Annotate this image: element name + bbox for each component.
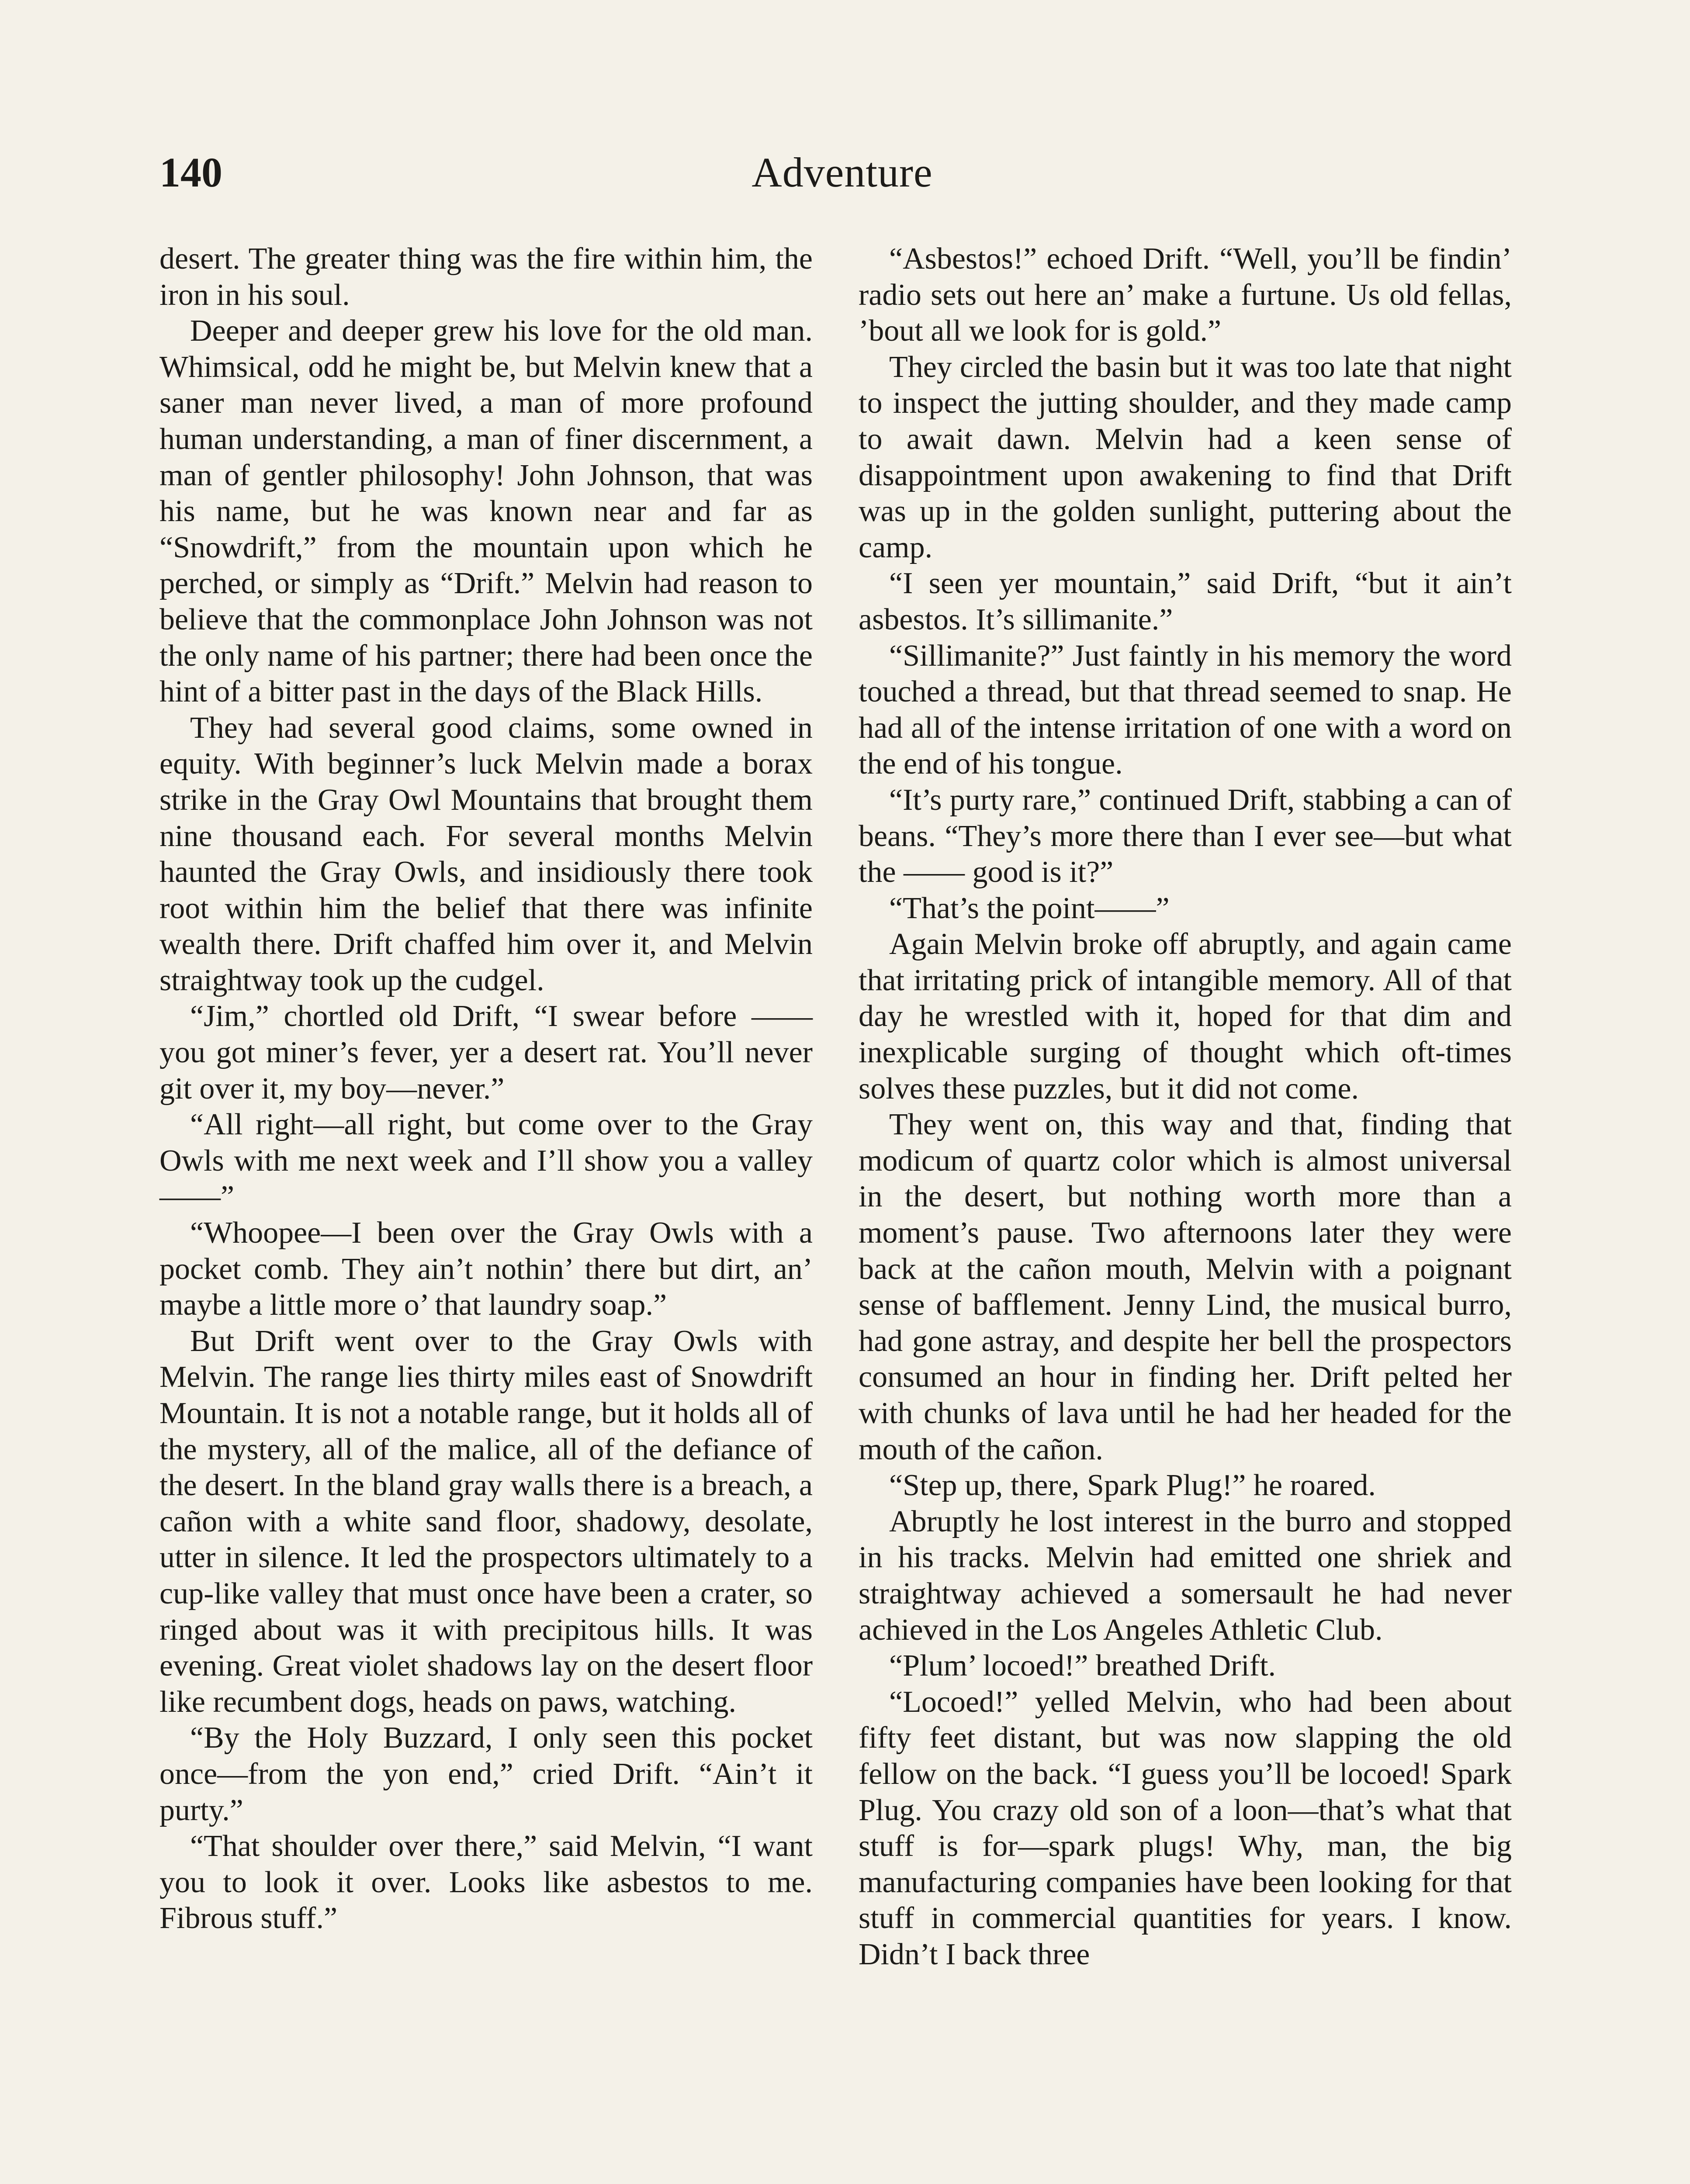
paragraph: Deeper and deeper grew his love for the old man. Whimsical, odd he might be, but Melvin knew that a saner man never lived, a man of more profound human understanding, a man of finer discernment, a man of gentler philosophy! John Johnson, that was his name, but he was known near and far as “Snowdrift,” from the mountain upon which he perched, or simply as “Drift.” Melvin had reason to believe that the commonplace John Johnson was not the only name of his partner; there had been once the hint of a bitter past in the days of the Black Hills.	[159, 314, 813, 709]
paragraph: “Locoed!” yelled Melvin, who had been about fifty feet distant, but was now slapping the old fellow on the back. “I guess you’ll be locoed! Spark Plug. You crazy old son of a loon—that’s what that stuff is for—spark plugs! Why, man, the big manufacturing companies have been looking for that stuff in commercial quantities for years. I know. Didn’t I back three	[859, 1685, 1512, 1971]
page-header	[159, 144, 1525, 201]
paragraph: “Sillimanite?” Just faintly in his memory the word touched a thread, but that thread seemed to snap. He had all of the intense irritation of one with a word on the end of his tongue.	[859, 639, 1512, 781]
running-head: Adventure	[751, 149, 933, 196]
right-column	[859, 241, 1512, 1973]
paragraph: “Whoopee—I been over the Gray Owls with a pocket comb. They ain’t nothin’ there but dirt, an’ maybe a little more o’ that laundry soap.”	[159, 1216, 813, 1322]
paragraph: They circled the basin but it was too late that night to inspect the jutting shoulder, and they made camp to await dawn. Melvin had a keen sense of disappointment upon awakening to find that Drift was up in the golden sunlight, puttering about the camp.	[859, 350, 1512, 564]
paragraph: “That shoulder over there,” said Melvin, “I want you to look it over. Looks like asbestos to me. Fibrous stuff.”	[159, 1829, 813, 1935]
left-column	[159, 241, 813, 1937]
paragraph: “Plum’ locoed!” breathed Drift.	[889, 1649, 1276, 1683]
paragraph: But Drift went over to the Gray Owls with Melvin. The range lies thirty miles east of Snowdrift Mountain. It is not a notable range, but it holds all of the mystery, all of the malice, all of the defiance of the desert. In the bland gray walls there is a breach, a cañon with a white sand floor, shadowy, desolate, utter in silence. It led the prospectors ultimately to a cup-like valley that must once have been a crater, so ringed about was it with precipitous hills. It was evening. Great violet shadows lay on the desert floor like recumbent dogs, heads on paws, watching.	[159, 1324, 813, 1719]
paragraph: They went on, this way and that, finding that modicum of quartz color which is almost universal in the desert, but nothing worth more than a moment’s pause. Two afternoons later they were back at the cañon mouth, Melvin with a poignant sense of bafflement. Jenny Lind, the musical burro, had gone astray, and despite her bell the prospectors consumed an hour in finding her. Drift pelted her with chunks of lava until he had her headed for the mouth of the cañon.	[859, 1108, 1512, 1466]
paragraph: “Asbestos!” echoed Drift. “Well, you’ll be findin’ radio sets out here an’ make a furtune. Us old fellas, ’bout all we look for is gold.”	[859, 242, 1512, 348]
paragraph: “All right—all right, but come over to the Gray Owls with me next week and I’ll show you a valley——”	[159, 1108, 813, 1214]
paragraph: “Step up, there, Spark Plug!” he roared.	[889, 1469, 1376, 1503]
paragraph: “By the Holy Buzzard, I only seen this pocket once—from the yon end,” cried Drift. “Ain’t it purty.”	[159, 1721, 813, 1827]
paragraph: “I seen yer mountain,” said Drift, “but it ain’t asbestos. It’s sillimanite.”	[859, 567, 1512, 636]
paragraph: “It’s purty rare,” continued Drift, stabbing a can of beans. “They’s more there than I ever see—but what the —— good is it?”	[859, 783, 1512, 889]
paragraph: “That’s the point——”	[889, 891, 1170, 925]
paragraph: Again Melvin broke off abruptly, and again came that irritating prick of intangible memory. All of that day he wrestled with it, hoped for that dim and inexplicable surging of thought which oft-times solves these puzzles, but it did not come.	[859, 927, 1512, 1106]
paragraph: “Jim,” chortled old Drift, “I swear before —— you got miner’s fever, yer a desert rat. You’ll never git over it, my boy—never.”	[159, 999, 813, 1106]
paragraph: They had several good claims, some owned in equity. With beginner’s luck Melvin made a borax strike in the Gray Owl Mountains that brought them nine thousand each. For several months Melvin haunted the Gray Owls, and insidiously there took root within him the belief that there was infinite wealth there. Drift chaffed him over it, and Melvin straightway took up the cudgel.	[159, 711, 813, 997]
paragraph: desert. The greater thing was the fire within him, the iron in his soul.	[159, 242, 813, 312]
page-number: 140	[159, 149, 222, 196]
paragraph: Abruptly he lost interest in the burro and stopped in his tracks. Melvin had emitted one shriek and straightway achieved a somersault he had never achieved in the Los Angeles Athletic Club.	[859, 1504, 1512, 1647]
